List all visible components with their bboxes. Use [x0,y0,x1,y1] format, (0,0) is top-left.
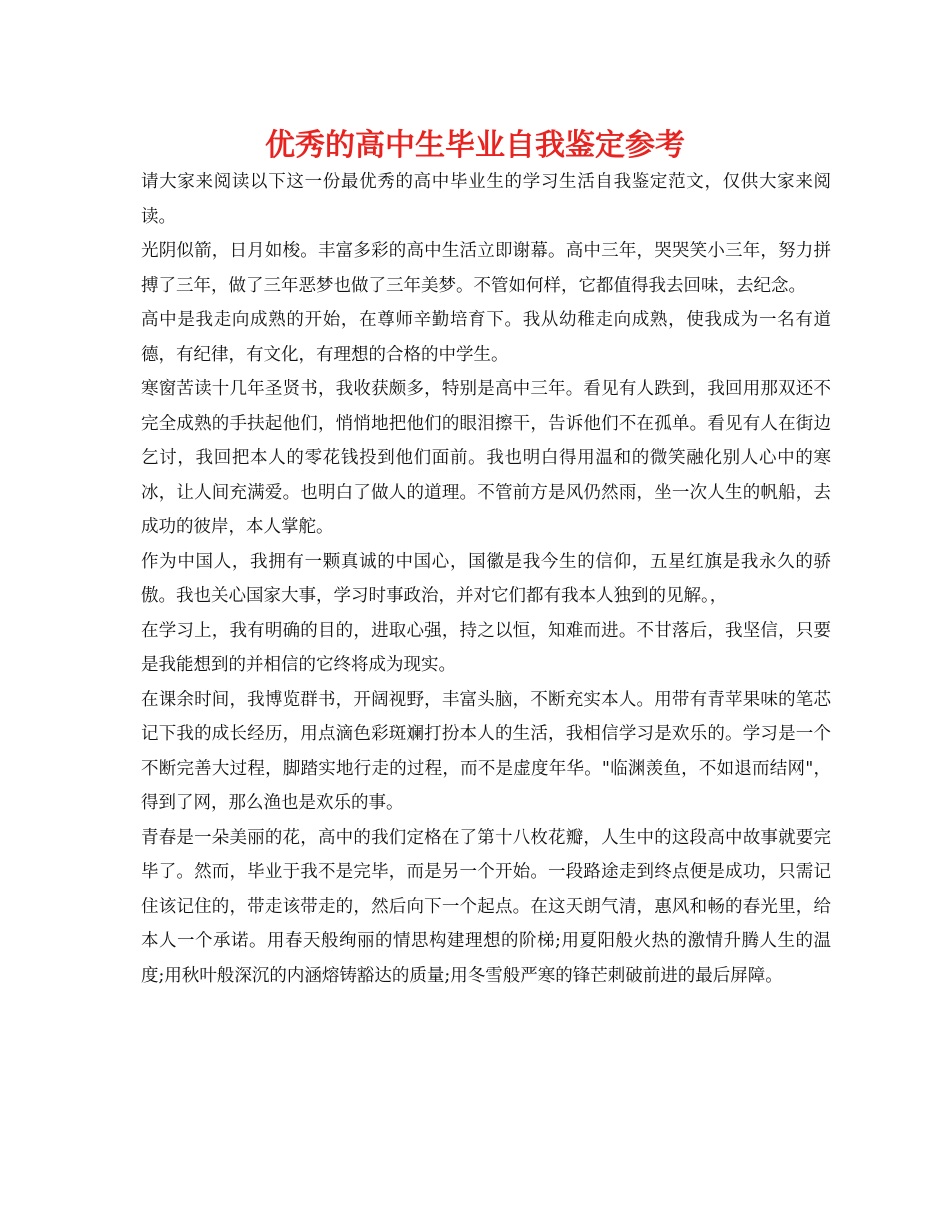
page-title: 优秀的高中生毕业自我鉴定参考 [265,128,685,163]
paragraph-youth: 青春是一朵美丽的花，高中的我们定格在了第十八枚花瓣，人生中的这段高中故事就要完毕了。然而，毕业于我不是完毕，而是另一个开始。一段路途走到终点便是成功，只需记住该记住的，带走该带走的，然后向下一个起点。在这天朗气清，惠风和畅的春光里，给本人一个承诺。用春天般绚丽的情思构建理想的阶梯;用夏阳般火热的激情升腾人生的温度;用秋叶般深沉的内涵熔铸豁达的质量;用冬雪般严寒的锋芒刺破前进的最后屏障。 [141,827,831,986]
paragraph-learning: 在学习上，我有明确的目的，进取心强，持之以恒，知难而进。不甘落后，我坚信，只要是我能想到的并相信的它终将成为现实。 [141,620,831,675]
paragraph-maturity: 高中是我走向成熟的开始，在尊师辛勤培育下。我从幼稚走向成熟，使我成为一名有道德，有纪律，有文化，有理想的合格的中学生。 [141,310,831,365]
paragraph-intro: 请大家来阅读以下这一份最优秀的高中毕业生的学习生活自我鉴定范文，仅供大家来阅读。 [141,172,831,227]
paragraph-study-years: 寒窗苦读十几年圣贤书，我收获颇多，特别是高中三年。看见有人跌到，我回用那双还不完全成熟的手扶起他们，悄悄地把他们的眼泪擦干，告诉他们不在孤单。看见有人在街边乞讨，我回把本人的零花钱投到他们面前。我也明白得用温和的微笑融化别人心中的寒冰，让人间充满爱。也明白了做人的道理。不管前方是风仍然雨，坐一次人生的帆船，去成功的彼岸，本人掌舵。 [141,379,831,537]
paragraph-patriotism: 作为中国人，我拥有一颗真诚的中国心，国徽是我今生的信仰，五星红旗是我永久的骄傲。我也关心国家大事，学习时事政治，并对它们都有我本人独到的见解。， [141,551,831,606]
paragraph-time-flies: 光阴似箭，日月如梭。丰富多彩的高中生活立即谢幕。高中三年，哭哭笑小三年，努力拼搏了三年，做了三年恶梦也做了三年美梦。不管如何样，它都值得我去回味，去纪念。 [141,241,831,296]
paragraph-spare-time: 在课余时间，我博览群书，开阔视野，丰富头脑，不断充实本人。用带有青苹果味的笔芯记下我的成长经历，用点滴色彩斑斓打扮本人的生活，我相信学习是欢乐的。学习是一个不断完善大过程，脚踏实地行走的过程，而不是虚度年华。"临渊羡鱼，不如退而结网"，得到了网，那么渔也是欢乐的事。 [141,689,831,813]
document-body [141,165,831,993]
